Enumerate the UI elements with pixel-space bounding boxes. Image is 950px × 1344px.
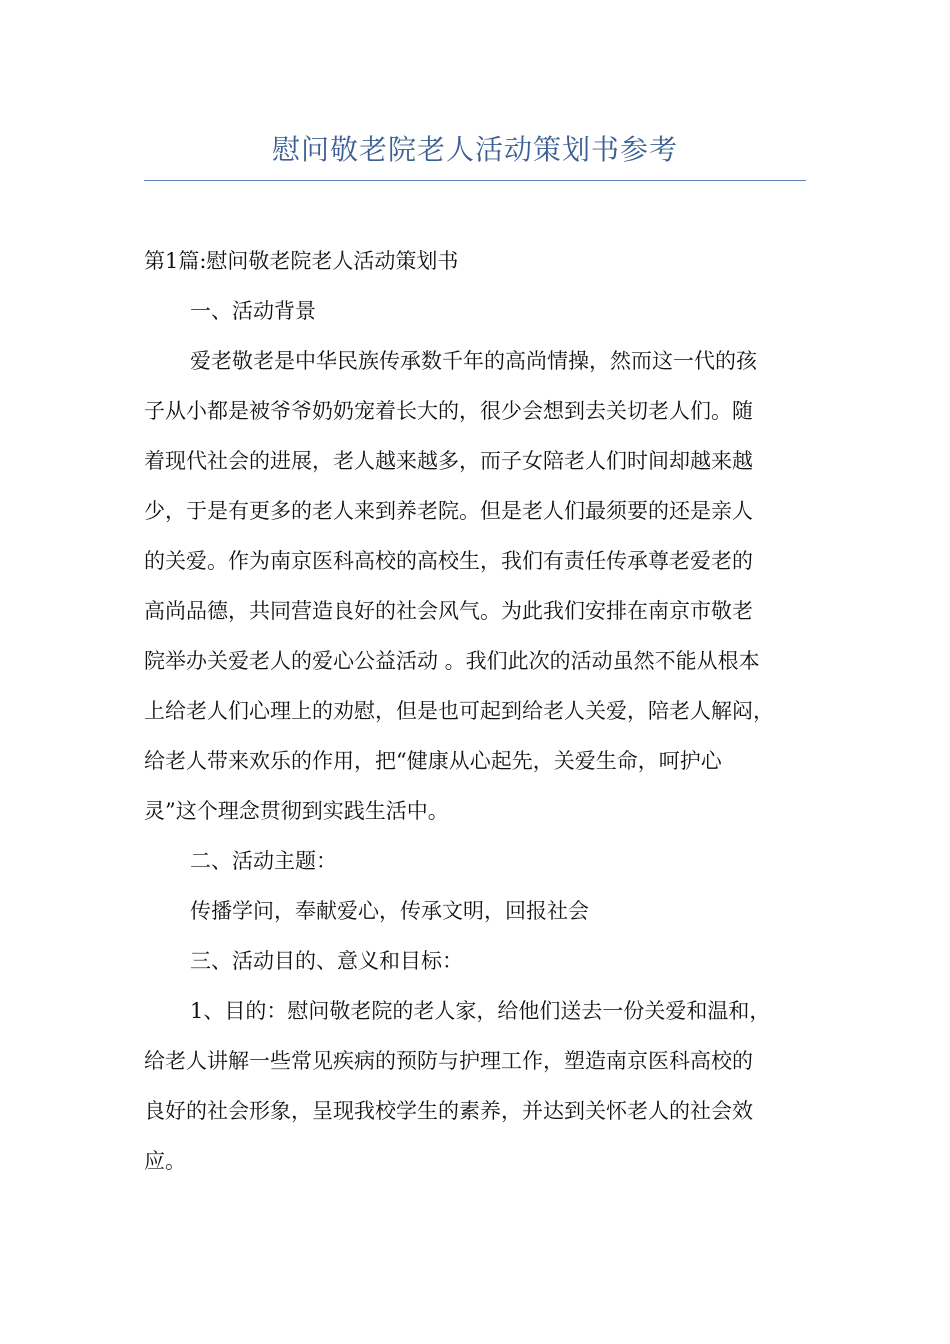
text-line: 子从小都是被爷爷奶奶宠着长大的，很少会想到去关切老人们。随 xyxy=(144,399,753,423)
text-line: 传播学问，奉献爱心，传承文明，回报社会 xyxy=(190,899,589,923)
text-line: 1、目的：慰问敬老院的老人家，给他们送去一份关爱和温和， xyxy=(190,999,771,1023)
text-line: 上给老人们心理上的劝慰，但是也可起到给老人关爱，陪老人解闷， xyxy=(144,699,774,723)
text-line: 院举办关爱老人的爱心公益活动 。我们此次的活动虽然不能从根本 xyxy=(144,649,760,673)
text-line: 少，于是有更多的老人来到养老院。但是老人们最须要的还是亲人 xyxy=(144,499,753,523)
text-line: 高尚品德，共同营造良好的社会风气。为此我们安排在南京市敬老 xyxy=(144,599,753,623)
title-underline xyxy=(144,180,806,181)
text-line: 的关爱。作为南京医科高校的高校生，我们有责任传承尊老爱老的 xyxy=(144,549,753,573)
text-line: 给老人讲解一些常见疾病的预防与护理工作，塑造南京医科高校的 xyxy=(144,1049,753,1073)
text-line: 给老人带来欢乐的作用，把“健康从心起先，关爱生命，呵护心 xyxy=(144,749,722,773)
text-line: 良好的社会形象，呈现我校学生的素养，并达到关怀老人的社会效 xyxy=(144,1099,753,1123)
text-line: 一、活动背景 xyxy=(190,299,316,323)
document-title: 慰问敬老院老人活动策划书参考 xyxy=(271,133,678,166)
text-line: 爱老敬老是中华民族传承数千年的高尚情操，然而这一代的孩 xyxy=(190,349,757,373)
text-line: 第1篇:慰问敬老院老人活动策划书 xyxy=(144,249,459,273)
text-line: 灵”这个理念贯彻到实践生活中。 xyxy=(144,799,449,823)
text-line: 三、活动目的、意义和目标： xyxy=(190,949,463,973)
text-line: 着现代社会的进展，老人越来越多，而子女陪老人们时间却越来越 xyxy=(144,449,753,473)
text-line: 二、活动主题： xyxy=(190,849,337,873)
document-body xyxy=(144,236,824,1186)
text-line: 应。 xyxy=(144,1149,186,1173)
